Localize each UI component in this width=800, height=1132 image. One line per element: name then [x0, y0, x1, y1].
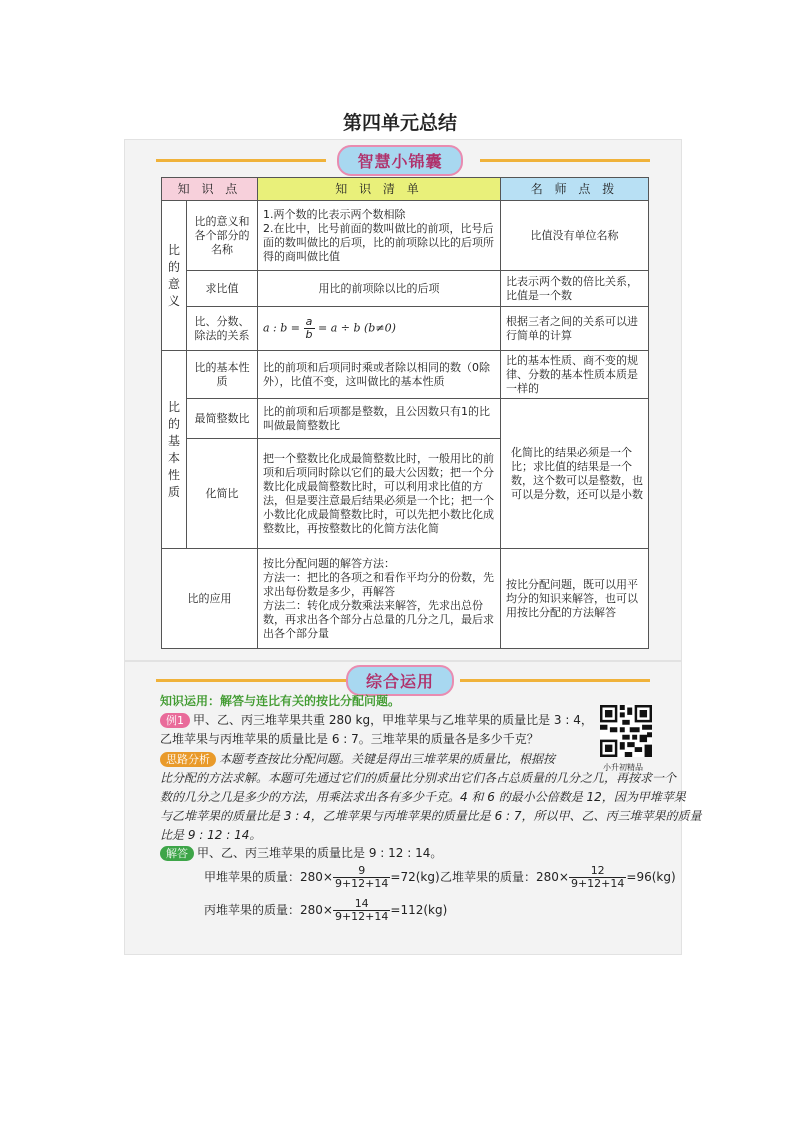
example-line-1 — [160, 713, 593, 728]
example-text: 甲、乙、丙三堆苹果共重 280 kg，甲堆苹果与乙堆苹果的质量比是 3 : 4， — [193, 713, 593, 727]
header-knowledge-point: 知 识 点 — [162, 178, 258, 201]
row-tip: 比的基本性质、商不变的规律、分数的基本性质本质是一样的 — [501, 351, 649, 399]
calc-fraction: $\frac{9}{9+12+14}$ — [334, 864, 389, 890]
row-tip: 比值没有单位名称 — [501, 201, 649, 271]
group-label-meaning: 比的意义 — [162, 201, 187, 351]
header-teacher-tips: 名 师 点 拨 — [501, 178, 649, 201]
row-list: 用比的前项除以比的后项 — [258, 271, 501, 307]
row-list: 比的前项和后项同时乘或者除以相同的数（0除外），比值不变，这叫做比的基本性质 — [258, 351, 501, 399]
qr-caption: 小升初精品 — [603, 763, 643, 772]
formula-cell — [258, 307, 501, 351]
practice-banner-label: 综合运用 — [346, 665, 454, 696]
summary-banner-label: 智慧小锦囊 — [337, 145, 462, 176]
calc-result: =112(kg) — [390, 903, 448, 917]
row-list: 1.两个数的比表示两个数相除 2.在比中，比号前面的数叫做比的前项，比号后面的数叫做比的后项，比的前项除以比的后项所得的商叫做比值 — [258, 201, 501, 271]
formula-fraction: $\frac{a}{b}$ — [305, 315, 313, 341]
calc-result: =72(kg) — [390, 870, 440, 884]
analysis-line-4: 与乙堆苹果的质量比是 3 : 4，乙堆苹果与丙堆苹果的质量比是 6 : 7，所以甲、乙、丙三堆苹果的质量 — [160, 809, 702, 823]
formula-right: = a ÷ b (b≠0) — [318, 321, 396, 335]
row-tip: 根据三者之间的关系可以进行简单的计算 — [501, 307, 649, 351]
row-list: 比的前项和后项都是整数，且公因数只有1的比叫做最简整数比 — [258, 399, 501, 439]
example-line-2: 乙堆苹果与丙堆苹果的质量比是 6 : 7。三堆苹果的质量各是多少千克？ — [160, 732, 539, 746]
row-tip: 比表示两个数的倍比关系，比值是一个数 — [501, 271, 649, 307]
calc-label: 丙堆苹果的质量：280× — [204, 903, 333, 917]
row-sub-label: 比的意义和各个部分的名称 — [187, 201, 258, 271]
analysis-tag: 思路分析 — [160, 752, 216, 767]
group-label-application: 比的应用 — [162, 549, 258, 649]
answer-tag: 解答 — [160, 846, 194, 861]
practice-banner — [150, 668, 650, 692]
row-sub-label: 最简整数比 — [187, 399, 258, 439]
calc-fraction: $\frac{14}{9+12+14}$ — [334, 897, 389, 923]
formula-left: a : b = — [263, 321, 301, 335]
calc-row-c — [204, 898, 447, 923]
analysis-line-1 — [160, 752, 555, 767]
analysis-line-3: 数的几分之几是多少的方法，用乘法求出各有多少千克。4 和 6 的最小公倍数是 12，因为甲堆苹果 — [160, 790, 686, 804]
calc-result: =96(kg) — [626, 870, 676, 884]
answer-text: 甲、乙、丙三堆苹果的质量比是 9 : 12 : 14。 — [197, 846, 443, 860]
qr-code-icon — [600, 705, 652, 757]
calc-label: 乙堆苹果的质量：280× — [440, 870, 569, 884]
analysis-text: 本题考查按比分配问题。关键是得出三堆苹果的质量比，根据按 — [219, 752, 556, 766]
knowledge-table — [161, 177, 649, 649]
calc-label: 甲堆苹果的质量：280× — [204, 870, 333, 884]
row-tip: 化简比的结果必须是一个比；求比值的结果是一个数，这个数可以是整数，也可以是分数，还可以是小数 — [501, 399, 649, 549]
row-list: 按比分配问题的解答方法： 方法一：把比的各项之和看作平均分的份数，先求出每份数是多少，再解答 方法二：转化成分数乘法来解答，先求出总份数，再求出各个部分占总量的几分之几，最后求出各个部分量 — [258, 549, 501, 649]
example-tag: 例1 — [160, 713, 190, 728]
calc-row-a — [204, 865, 440, 890]
row-sub-label: 比的基本性质 — [187, 351, 258, 399]
answer-line — [160, 846, 442, 861]
row-sub-label: 求比值 — [187, 271, 258, 307]
header-knowledge-list: 知 识 清 单 — [258, 178, 501, 201]
page-title: 第四单元总结 — [342, 112, 457, 134]
row-list: 把一个整数比化成最简整数比时，一般用比的前项和后项同时除以它们的最大公因数；把一个分数比化成最简整数比时，可以利用求比值的方法，但是要注意最后结果必须是一个比；把一个小数比化成最简整数比时，可以先把小数比化成整数比，再按整数比的化简方法化简 — [258, 439, 501, 549]
practice-heading: 知识运用：解答与连比有关的按比分配问题。 — [160, 694, 401, 708]
analysis-line-2: 比分配的方法求解。本题可先通过它们的质量比分别求出它们各占总质量的几分之几，再按求一个 — [160, 771, 677, 785]
calc-fraction: $\frac{12}{9+12+14}$ — [570, 864, 625, 890]
group-label-basic-property: 比的基本性质 — [162, 351, 187, 549]
row-sub-label: 比、分数、除法的关系 — [187, 307, 258, 351]
calc-row-b — [440, 865, 676, 890]
row-tip: 按比分配问题，既可以用平均分的知识来解答，也可以用按比分配的方法解答 — [501, 549, 649, 649]
analysis-line-5: 比是 9 : 12 : 14。 — [160, 828, 262, 842]
row-sub-label: 化简比 — [187, 439, 258, 549]
summary-banner — [150, 148, 650, 172]
